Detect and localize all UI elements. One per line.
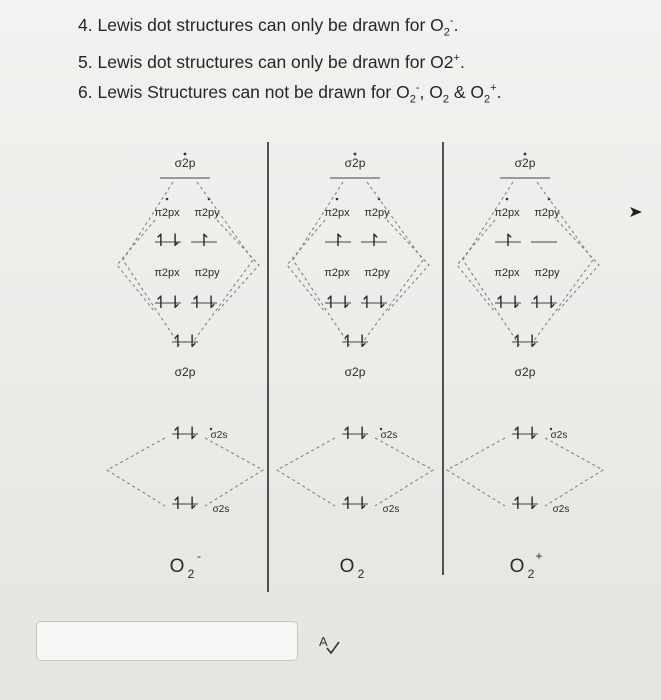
option-end: . — [459, 52, 465, 73]
sigma2s-star-electrons: ↿⇂ — [510, 424, 540, 443]
sigma2p-electrons: ↿⇂ — [340, 332, 370, 351]
sigma2s-electrons: ↿⇂ — [170, 494, 200, 513]
pi-star-x-electrons: ↾ — [330, 231, 346, 250]
molecule-subscript: 2 — [187, 567, 195, 581]
molecule-subscript: 2 — [357, 567, 365, 581]
correlation-line — [205, 438, 263, 506]
sigma2p-star-label: σ2p — [174, 156, 196, 170]
option-5 — [78, 45, 501, 75]
correlation-line — [457, 220, 495, 312]
subscript: 2 — [443, 26, 450, 39]
sigma2s-star-label: σ2s — [550, 430, 568, 441]
subscript: 2 — [484, 93, 491, 106]
pi-y-label: π2py — [364, 267, 390, 279]
star-dot — [184, 153, 187, 156]
sigma2p-electrons: ↿⇂ — [170, 332, 200, 351]
option-text: & O — [448, 81, 484, 102]
superscript: + — [453, 52, 460, 65]
subscript: 2 — [409, 93, 416, 106]
option-number: 4. — [78, 14, 93, 35]
pi-y-label: π2py — [194, 267, 220, 279]
sigma2s-electrons: ↿⇂ — [340, 494, 370, 513]
sigma2p-star-label: σ2p — [514, 156, 536, 170]
correlation-line — [107, 438, 165, 506]
sigma2s-electrons: ↿⇂ — [510, 494, 540, 513]
pi-star-x-electrons: ↿⇂ — [153, 231, 183, 250]
correlation-line — [217, 220, 259, 312]
pi-x-electrons: ↿⇂ — [493, 293, 523, 312]
pi-x-label: π2px — [154, 267, 180, 279]
pi-star-y-label: π2py — [534, 207, 560, 219]
pi-star-y-label: π2py — [194, 207, 220, 219]
superscript: - — [449, 15, 454, 27]
question-options — [78, 8, 501, 112]
pi-x-electrons: ↿⇂ — [323, 293, 353, 312]
molecule-subscript: 2 — [527, 567, 535, 581]
sigma2s-label: σ2s — [212, 504, 230, 515]
pi-y-electrons: ↿⇂ — [529, 293, 559, 312]
sigma2s-star-electrons: ↿⇂ — [340, 424, 370, 443]
sigma2s-star-label: σ2s — [210, 430, 228, 441]
option-text: Lewis dot structures can only be drawn for O — [97, 14, 444, 35]
option-text: , O — [419, 81, 443, 102]
option-end: . — [453, 14, 459, 35]
pi-star-y-label: π2py — [364, 207, 390, 219]
option-number: 6. — [78, 81, 93, 102]
pointer-mark-icon — [629, 206, 643, 218]
option-text: Lewis Structures can not be drawn for O — [97, 81, 410, 102]
svg-text:A: A — [319, 634, 328, 649]
sigma2p-label: σ2p — [344, 365, 366, 379]
option-number: 5. — [78, 52, 93, 73]
correlation-line — [387, 220, 429, 312]
pi-star-x-label: π2px — [324, 207, 350, 219]
sigma2p-electrons: ↿⇂ — [510, 332, 540, 351]
mo-diagrams — [0, 120, 661, 600]
molecule-charge: + — [535, 549, 543, 563]
correlation-line — [287, 220, 325, 312]
correlation-line — [545, 438, 603, 506]
option-text: Lewis dot structures can only be drawn for O2 — [97, 52, 454, 73]
correlation-line — [117, 220, 155, 312]
pi-star-x-label: π2px — [494, 207, 520, 219]
star-dot — [506, 198, 509, 201]
correlation-line — [375, 438, 433, 506]
sigma2s-label: σ2s — [552, 504, 570, 515]
pi-x-label: π2px — [324, 267, 350, 279]
correlation-line — [277, 438, 335, 506]
sigma2p-label: σ2p — [174, 365, 196, 379]
superscript: + — [490, 82, 497, 95]
option-6 — [78, 75, 501, 112]
star-dot — [380, 428, 382, 430]
star-dot — [524, 153, 527, 156]
pi-x-label: π2px — [494, 267, 520, 279]
sigma2s-star-label: σ2s — [380, 430, 398, 441]
pi-y-electrons: ↿⇂ — [189, 293, 219, 312]
pi-star-x-label: π2px — [154, 207, 180, 219]
answer-input[interactable] — [36, 621, 298, 661]
correlation-line — [557, 220, 599, 312]
star-dot — [166, 198, 169, 201]
molecule-charge: - — [197, 549, 201, 563]
star-dot — [336, 198, 339, 201]
option-end: . — [496, 81, 502, 102]
option-4 — [78, 8, 501, 45]
correlation-line — [447, 438, 505, 506]
molecule-label: O — [169, 556, 185, 577]
star-dot — [210, 428, 212, 430]
star-dot — [550, 428, 552, 430]
spellcheck-icon[interactable] — [318, 633, 340, 655]
sigma2p-label: σ2p — [514, 365, 536, 379]
molecule-label: O — [509, 556, 525, 577]
star-dot — [354, 153, 357, 156]
molecule-label: O — [339, 556, 355, 577]
sigma2s-star-electrons: ↿⇂ — [170, 424, 200, 443]
pi-star-x-electrons: ↾ — [500, 231, 516, 250]
subscript: 2 — [442, 93, 449, 106]
pi-star-y-electrons: ↾ — [366, 231, 382, 250]
pi-y-electrons: ↿⇂ — [359, 293, 389, 312]
pi-star-y-electrons: ↾ — [196, 231, 212, 250]
pi-y-label: π2py — [534, 267, 560, 279]
sigma2p-star-label: σ2p — [344, 156, 366, 170]
superscript: - — [415, 82, 420, 95]
pi-x-electrons: ↿⇂ — [153, 293, 183, 312]
sigma2s-label: σ2s — [382, 504, 400, 515]
